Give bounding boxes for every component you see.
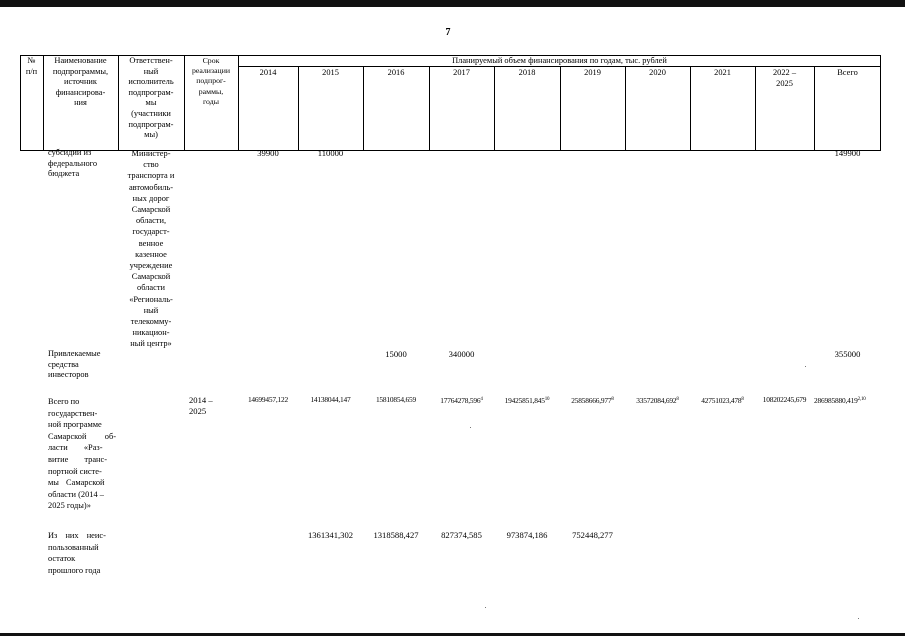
row-program-total-all: 286985880,419: [814, 396, 858, 405]
row-unused-balance-2017: 827374,585: [441, 530, 482, 540]
footnote-mark: 4: [480, 397, 483, 402]
unused-balance-line: Из них неис-: [48, 531, 106, 540]
footnote-mark: 8: [611, 397, 614, 402]
row-program-total-2014: 14699457,122: [247, 395, 289, 404]
page-number: 7: [445, 27, 451, 38]
program-total-line: государствен-: [48, 408, 98, 418]
top-border: [0, 0, 905, 7]
unused-balance-line: остаток: [48, 554, 76, 564]
header-col-name: Наименование подпрограммы, источник финансирова- ния: [52, 56, 109, 108]
row-unused-balance-2019: 752448,277: [572, 530, 613, 540]
row-program-total-2017-cell: [429, 395, 494, 406]
header-col-number: № п/п: [25, 56, 38, 76]
row-investors-name: Привлекаемые средства инвесторов: [48, 349, 101, 380]
program-total-line: мы Самарской: [48, 478, 105, 488]
header-year-2018: 2018: [518, 68, 536, 77]
row-program-total-term: 2014 – 2025: [189, 395, 213, 416]
row-unused-balance-2018: 973874,186: [506, 530, 548, 540]
header-year-2016: 2016: [387, 68, 405, 77]
header-year-2020: 2020: [649, 68, 666, 77]
header-year-2022-2025: 2022 – 2025: [772, 68, 797, 88]
col-divider: [429, 66, 430, 150]
row-federal-subsidies-responsible: Министер- ство транспорта и автомобиль- ных дорог Самарской области, государст- венное казенное учреждение Самарской области «Региональ- ный телекомму- никацион- ный центр»: [127, 149, 175, 349]
col-divider: [814, 66, 815, 150]
scan-speck: [805, 366, 806, 367]
row-program-total-2019: 25858666,977: [571, 396, 612, 405]
row-federal-subsidies-name: субсидии из федерального бюджета: [48, 148, 98, 179]
header-year-2015: 2015: [322, 68, 339, 77]
header-planned-title: Планируемый объем финансирования по годам, тыс. рублей: [452, 56, 667, 65]
unused-balance-line: пользованный: [48, 542, 99, 552]
unused-balance-line: прошлого года: [48, 565, 101, 575]
footnote-mark: 8: [676, 397, 679, 402]
row-program-total-2020: 33572084,692: [636, 396, 677, 405]
footnote-mark: 10: [544, 397, 550, 402]
row-investors-2016: 15000: [385, 349, 407, 359]
row-investors-total: 355000: [834, 349, 861, 359]
row-program-total-2021-cell: [690, 395, 755, 406]
col-divider: [298, 66, 299, 150]
row-program-total-2018: 19425851,845: [504, 396, 545, 405]
row-program-total-2022-2025: 108202245,679: [762, 395, 807, 404]
row-program-total-2017: 17764278,596: [440, 396, 481, 405]
header-col-term: Срок реализации подпрог- раммы, годы: [191, 56, 231, 106]
row-federal-subsidies-2015: 110000: [317, 148, 344, 158]
row-unused-balance-2016: 1318588,427: [373, 530, 419, 540]
program-total-line: портной систе-: [48, 466, 102, 476]
row-program-total-name: [48, 396, 116, 512]
row-program-total-2018-cell: [494, 395, 560, 406]
footnote-mark: 2,10: [857, 397, 866, 402]
row-investors-2017: 340000: [448, 349, 475, 359]
header-total: Всего: [837, 68, 858, 77]
program-total-line: ласти «Раз-: [48, 443, 103, 453]
row-unused-balance-2015: 1361341,302: [307, 530, 354, 540]
header-col-responsible: Ответствен- ный исполнитель подпрограм- мы (участники подпрограм- мы): [128, 56, 174, 140]
scan-speck: [485, 607, 486, 608]
scan-speck: [470, 427, 471, 428]
program-total-line: витие транс-: [48, 454, 108, 464]
program-total-line: области (2014 –: [48, 489, 104, 499]
row-program-total-2015: 14138044,147: [310, 395, 351, 404]
header-year-2017: 2017: [453, 68, 470, 77]
row-program-total-2021: 42751023,478: [701, 396, 742, 405]
row-federal-subsidies-2014: 39900: [257, 148, 279, 158]
row-program-total-all-cell: [814, 395, 881, 406]
footnote-mark: 8: [741, 397, 744, 402]
program-total-line: 2025 годы)»: [48, 501, 91, 511]
col-divider: [625, 66, 626, 150]
header-year-2019: 2019: [584, 68, 601, 77]
col-divider: [363, 66, 364, 150]
col-divider: [494, 66, 495, 150]
row-federal-subsidies-total: 149900: [834, 148, 861, 158]
row-program-total-2020-cell: [625, 395, 690, 406]
program-total-line: ной программе: [48, 420, 102, 430]
header-year-2021: 2021: [714, 68, 731, 77]
scan-speck: [858, 618, 859, 619]
program-total-line: Самарской об-: [48, 431, 116, 441]
bottom-border: [0, 633, 905, 636]
row-unused-balance-name: [48, 530, 116, 576]
col-divider: [560, 66, 561, 150]
header-year-2014: 2014: [259, 68, 277, 77]
row-program-total-2019-cell: [560, 395, 625, 406]
row-program-total-2016: 15810854,659: [375, 395, 417, 404]
program-total-line: Всего по: [48, 397, 80, 406]
col-divider: [690, 66, 691, 150]
